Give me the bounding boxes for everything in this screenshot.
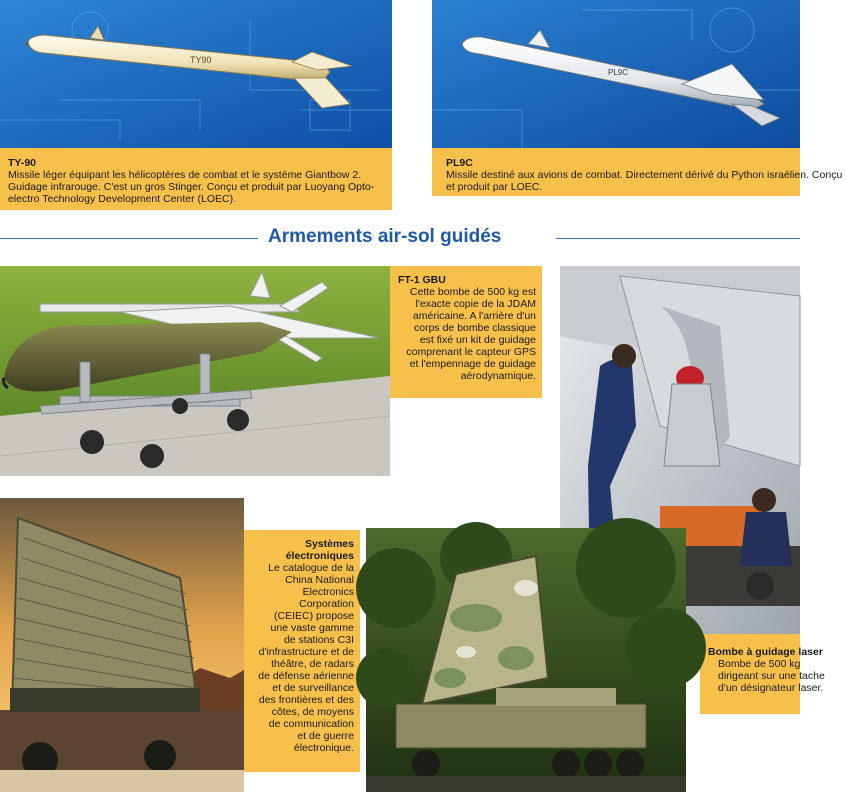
ty90-marking: TY90: [190, 55, 212, 65]
ty90-title: TY-90: [8, 157, 37, 169]
laser-text: Bombe de 500 kg dirigeant sur une tache d'un désignateur laser.: [718, 658, 825, 694]
section-rule-right: [556, 238, 800, 239]
pl9c-caption: [432, 148, 843, 196]
mobile-radar-photo: [366, 528, 686, 792]
ft1-caption: [390, 266, 542, 398]
electronics-title: Systèmes électroniques: [285, 538, 354, 562]
laser-caption: [700, 634, 825, 714]
electronics-text: Le catalogue de la China National Electronics Corporation (CEIEC) propose une vaste gamme de stations C3I d'infrastructure et de théâtre, de radars de défense aérienne et de surveillance des frontières et des côtes, de moyens de communication et de guerre électronique.: [258, 562, 354, 754]
pl9c-marking: PL9C: [608, 68, 629, 77]
section-rule-left: [0, 238, 258, 239]
ft1-text: Cette bombe de 500 kg est l'exacte copie de la JDAM américaine. A l'arrière d'un corps de bombe classique est fixé un kit de guidage comprenant le capteur GPS et l'empennage de guidage aérodynamique.: [406, 286, 536, 382]
radar-photo: [0, 498, 244, 792]
ty90-caption: [0, 148, 392, 210]
pl9c-photo: [432, 0, 800, 148]
pl9c-text: Missile destiné aux avions de combat. Directement dérivé du Python israélien. Conçu et produit par LOEC.: [446, 169, 843, 193]
electronics-caption: [244, 530, 360, 772]
pl9c-title: PL9C: [446, 157, 473, 169]
ft1-photo: [0, 266, 390, 476]
ft1-title: FT-1 GBU: [398, 274, 446, 286]
ty90-text: Missile léger équipant les hélicoptères de combat et le système Giantbow 2. Guidage infrarouge. C'est un gros Stinger. Conçu et produit par Luoyang Opto-electro Technology Development Center (LOEC).: [8, 169, 375, 205]
ty90-photo: [0, 0, 392, 148]
section-title: Armements air-sol guidés: [268, 226, 502, 247]
laser-title: Bombe à guidage laser: [708, 646, 823, 658]
